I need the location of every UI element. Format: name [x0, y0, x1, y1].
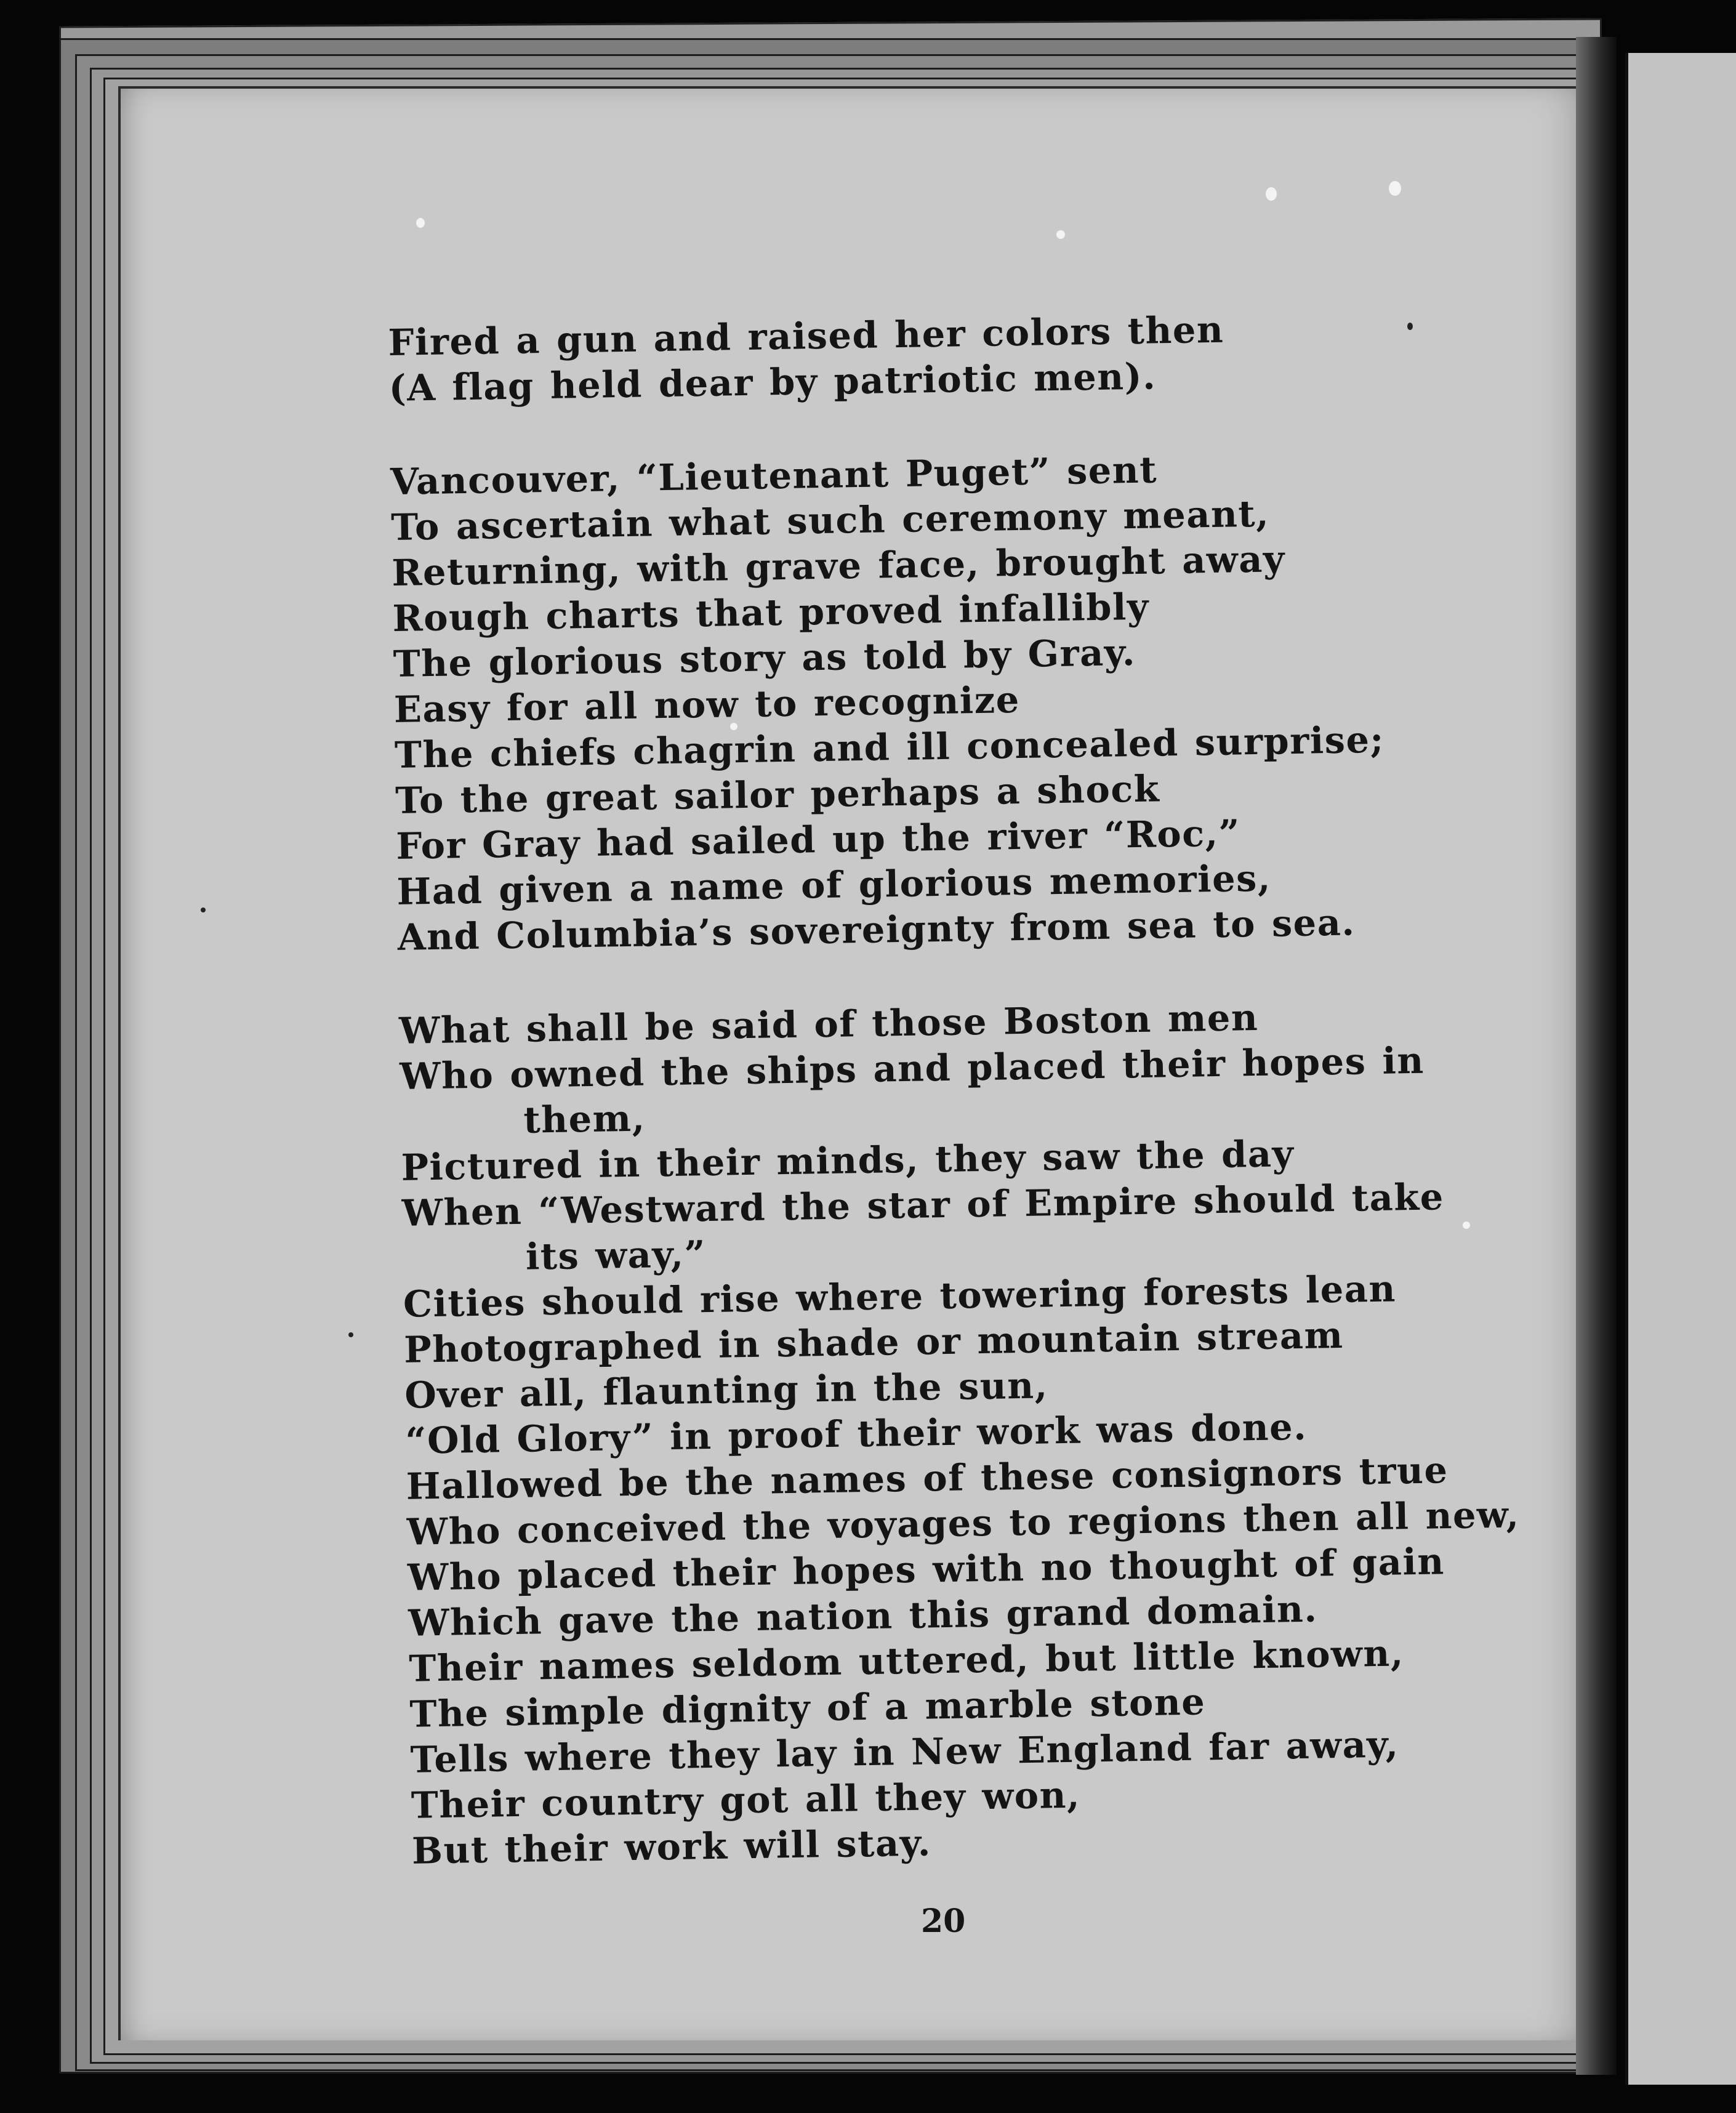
poem-line: When “Westward the star of Empire should take: [401, 1175, 1445, 1234]
poem-line: Hallowed be the names of these consignors true: [406, 1449, 1449, 1508]
poem-line: What shall be said of those Boston men: [398, 996, 1259, 1052]
poem-line: To the great sailor perhaps a shock: [395, 767, 1160, 822]
paper-speck: [1266, 187, 1277, 201]
poem-line: Had given a name of glorious memories,: [396, 856, 1272, 913]
poem-line: For Gray had sailed up the river “Roc,”: [395, 811, 1241, 867]
poem-line: Easy for all now to recognize: [393, 678, 1021, 731]
poem-line: And Columbia’s sovereignty from sea to sea.: [397, 901, 1356, 959]
paper-speck: [416, 218, 425, 228]
poem-line: Which gave the nation this grand domain.: [408, 1587, 1318, 1644]
poem-line: “Old Glory” in proof their work was done.: [405, 1405, 1308, 1462]
poem-line: Who placed their hopes with no thought of gain: [407, 1540, 1445, 1599]
poem-line: (A flag held dear by patriotic men).: [388, 355, 1157, 409]
poem-line: Cities should rise where towering forests lean: [403, 1267, 1397, 1326]
poem-line: The glorious story as told by Gray.: [393, 630, 1136, 685]
poem-text: [388, 302, 1581, 1874]
poem-stanza: [390, 441, 1568, 960]
adjacent-page-edge: [1625, 53, 1736, 2085]
poem-line: Their country got all they won,: [411, 1773, 1081, 1827]
poem-line: Returning, with grave face, brought away: [391, 537, 1286, 594]
poem-line: To ascertain what such ceremony meant,: [390, 492, 1270, 549]
poem-line: Tells where they lay in New England far away,: [410, 1723, 1399, 1781]
poem-line: Their names seldom uttered, but little known,: [408, 1632, 1405, 1690]
poem-stanza: [399, 990, 1582, 1874]
poem-line: The simple dignity of a marble stone: [409, 1680, 1206, 1736]
paper-speck: [201, 908, 206, 912]
paper-speck: [348, 1332, 353, 1337]
poem-line: its way,”: [525, 1233, 707, 1278]
paper-speck: [1056, 230, 1065, 239]
poem-line: Vancouver, “Lieutenant Puget” sent: [390, 448, 1158, 503]
poem-line: But their work will stay.: [411, 1821, 932, 1872]
poem-line: Pictured in their minds, they saw the day: [401, 1132, 1295, 1189]
book-gutter: [1576, 37, 1617, 2075]
poem-line: The chiefs chagrin and ill concealed surprise;: [394, 718, 1385, 776]
paper-speck: [1389, 181, 1401, 196]
poem-line: Over all, flaunting in the sun,: [404, 1364, 1049, 1417]
poem-line: them,: [523, 1097, 646, 1141]
poem-line: Rough charts that proved infallibly: [392, 585, 1150, 640]
poem-line: Who conceived the voyages to regions then all new,: [406, 1493, 1520, 1553]
poem-stanza: [388, 302, 1559, 411]
poem-line: Fired a gun and raised her colors then: [388, 308, 1224, 364]
poem-line: Photographed in shade or mountain stream: [403, 1313, 1344, 1371]
page-number: 20: [921, 1902, 966, 1940]
poem-line: Who owned the ships and placed their hopes in: [399, 1039, 1425, 1098]
